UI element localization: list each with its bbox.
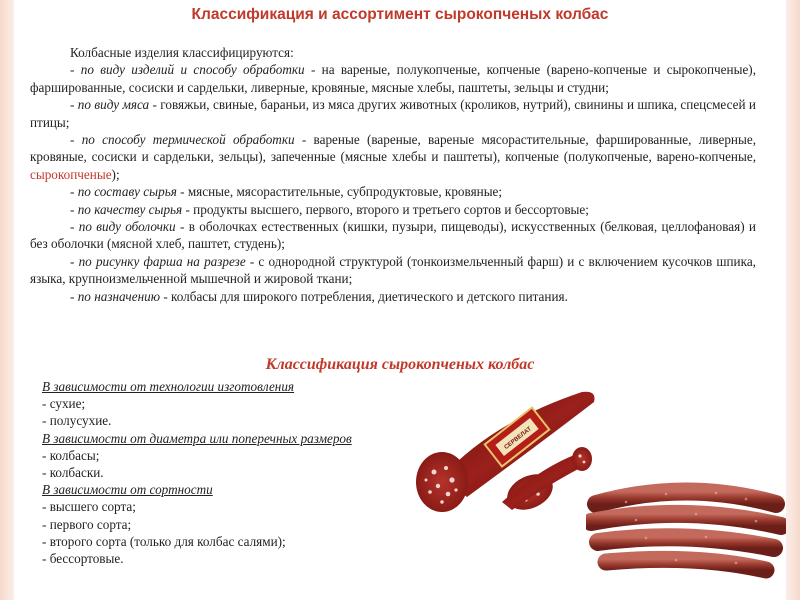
group-item: - полусухие. xyxy=(42,413,112,429)
classification-item: - по качеству сырья - продукты высшего, первого, второго и третьего сортов и бессортовые; xyxy=(70,201,589,217)
group-item: - высшего сорта; xyxy=(42,499,136,515)
sausage-sticks-image xyxy=(586,474,786,590)
dry-sausage-classification xyxy=(42,378,422,567)
group-heading: В зависимости от сортности xyxy=(42,482,213,498)
group-heading: В зависимости от диаметра или поперечных размеров xyxy=(42,430,352,446)
highlight-term: сырокопченые xyxy=(30,166,112,182)
section-subtitle: Классификация сырокопченых колбас xyxy=(265,356,535,373)
classification-text xyxy=(30,44,756,305)
page-title: Классификация и ассортимент сырокопченых колбас xyxy=(191,6,609,23)
salami-label-text: СЕРВЕЛАТ xyxy=(503,426,533,451)
salami-image xyxy=(412,382,602,512)
classification-item: - по способу термической обработки - вареные (вареные, вареные мясорастительные, фаршированные, ливерные, кровяные, сосиски и сардельки, зельцы), запеченные (мясные хлебы и паштеты), копченые (полукопченые, варено-копченые, сырокопченые); xyxy=(30,132,756,182)
classification-item: - по составу сырья - мясные, мясорастительные, субпродуктовые, кровяные; xyxy=(70,184,503,200)
group-item: - бессортовые. xyxy=(42,551,124,567)
classification-item: - по виду оболочки - в оболочках естественных (кишки, пузыри, пищеводы), искусственных (белковая, целлофановая) и без оболочки (мясной хлеб, паштет, студень); xyxy=(30,219,756,252)
left-border xyxy=(0,0,14,600)
group-item: - второго сорта (только для колбас салями); xyxy=(42,533,286,549)
group-item: - сухие; xyxy=(42,396,86,412)
intro-text: Колбасные изделия классифицируются: xyxy=(70,45,294,60)
sausage-stick xyxy=(598,537,774,548)
classification-item: - по виду изделий и способу обработки - на вареные, полукопченые, копченые (варено-копченые и сырокопченые), фаршированные, сосиски и сардельки, ливерные, кровяные, мясные хлебы, паштеты, зельцы и студни; xyxy=(30,62,756,95)
sausage-stick xyxy=(606,559,766,570)
group-item: - первого сорта; xyxy=(42,516,132,532)
group-item: - колбасы; xyxy=(42,447,100,463)
classification-item: - по рисунку фарша на разрезе - с однородной структурой (тонкоизмельченный фарш) и с включением кусочков шпика, языка, крупноизмельченной мышечной и жировой ткани; xyxy=(30,253,756,287)
group-item: - колбаски. xyxy=(42,465,104,481)
classification-item: - по назначению - колбасы для широкого потребления, диетического и детского питания. xyxy=(70,288,568,304)
sausage-stick xyxy=(596,492,776,505)
right-border xyxy=(786,0,800,600)
group-heading: В зависимости от технологии изготовления xyxy=(42,379,295,394)
classification-item: - по виду мяса - говяжьи, свиные, бараньи, из мяса других животных (кроликов, нутрий), свинины и шпика, спецсмесей и птицы; xyxy=(30,97,756,130)
sausage-stick xyxy=(591,514,781,526)
